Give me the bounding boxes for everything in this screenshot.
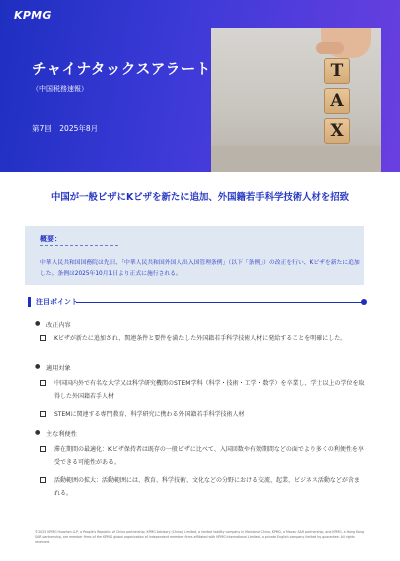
tax-block-x: X [324,118,350,144]
list-item [40,443,365,469]
key-points-dot [361,299,367,305]
key-points-marker [28,297,31,307]
list-item-text: 中国国内外で有名な大学又は科学研究機関のSTEM学科（科学・技術・工学・数学）を卒業し、学士以上の学位を取得した外国籍若手人材 [54,380,365,400]
list-item [40,474,365,500]
list-item-text: STEMに関連する専門教育、科学研究に携わる外国籍若手科学技術人材 [54,411,245,418]
key-points-label: 注目ポイント [36,298,78,306]
copyright-footer: ©2025 KPMG Huazhen LLP, a People's Republic of China partnership, KPMG Advisory (China) Limited, a limited liability company in Mainland China, KPMG, a Macau SAR partnership, and KPMG, a Hong Kong SAR partnership, are member firms of the KPMG global organization of independent member firms affiliated with KPMG International Limited, a private English company limited by guarantee. All rights reserved. [35,530,364,544]
tax-block-a: A [324,88,350,114]
summary-divider [40,245,118,246]
bullet-icon: ● [35,429,41,436]
square-bullet-icon [40,446,46,452]
list-item [40,332,365,345]
finger-image [316,42,344,54]
issue-date: 第7回 2025年8月 [32,124,99,133]
square-bullet-icon [40,335,46,341]
bullet-icon: ● [35,363,41,370]
tax-blocks-photo [211,28,381,172]
summary-box [25,226,364,285]
page-title: チャイナタックスアラート [32,62,211,78]
list-item-text: 滞在期間の最適化：Kビザ保持者は既存の一般ビザに比べて、入国回数や有効期間などの面でより多くの利便性を享受できる可能性がある。 [54,446,364,466]
table-surface [211,146,381,172]
tax-block-t: T [324,58,350,84]
section-title: 適用対象 [46,365,71,372]
key-points-rule [76,302,362,303]
article-headline: 中国が一般ビザにKビザを新たに追加、外国籍若手科学技術人材を招致 [51,192,349,203]
square-bullet-icon [40,411,46,417]
summary-text: 中華人民共和国国務院は先日、「中華人民共和国外国人出入国管理条例」（以下「条例」）の改正を行い、Kビザを新たに追加した。条例は2025年10月1日より正式に施行される。 [40,260,360,277]
summary-label: 概要： [40,235,61,243]
section-title: 主な利便性 [46,431,77,438]
list-item-text: 活動範囲の拡大：活動範囲には、教育、科学技術、文化などの分野における交流、起業、ビジネス活動などが含まれる。 [54,477,360,497]
key-points-header [28,296,368,308]
bullet-icon: ● [35,320,41,327]
square-bullet-icon [40,380,46,386]
list-item [40,408,365,421]
square-bullet-icon [40,477,46,483]
page-subtitle: （中国税務速報） [32,85,88,93]
list-item [40,377,365,403]
section-title: 改正内容 [46,322,71,329]
list-item-text: Kビザが新たに追加され、関連条件と要件を満たした外国籍若手科学技術人材に発給することを明確にした。 [54,335,347,342]
kpmg-logo: KPMG [14,9,52,22]
